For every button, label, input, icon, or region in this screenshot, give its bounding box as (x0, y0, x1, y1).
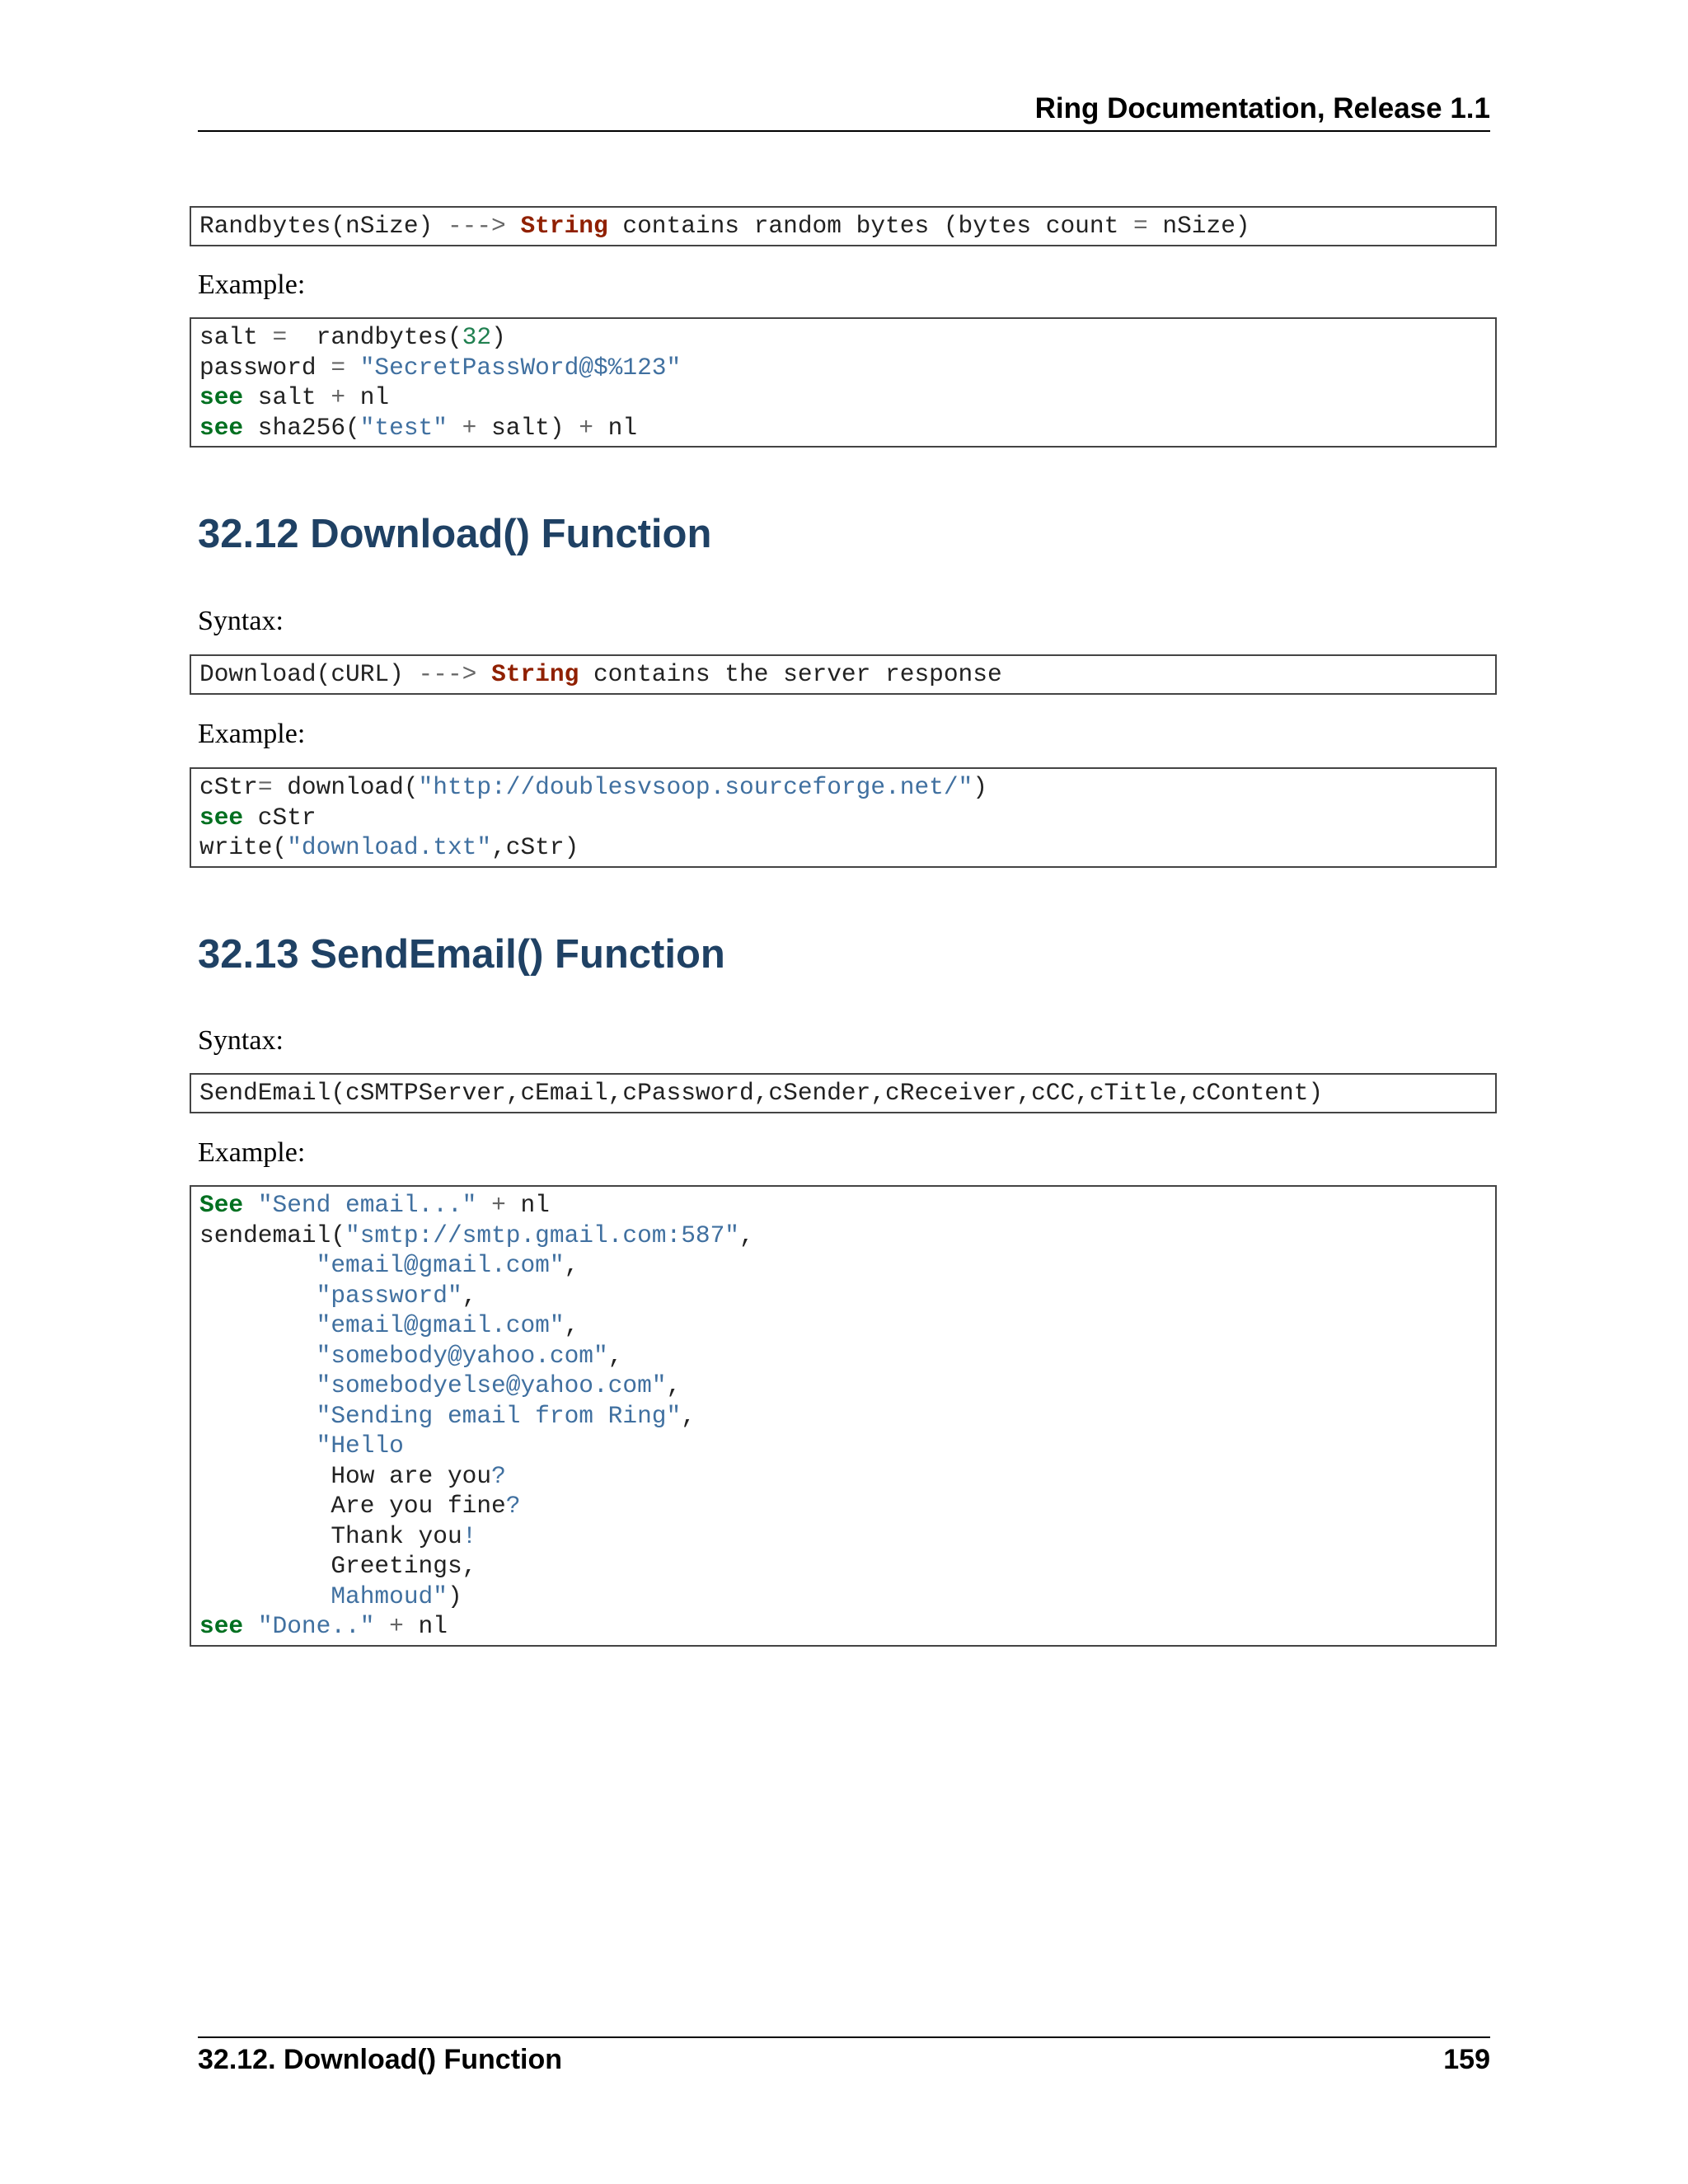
code-line (199, 804, 316, 832)
header-rule (198, 130, 1490, 132)
code-token: SendEmail(cSMTPServer,cEmail,cPassword,cSender,cReceiver,cCC,cTitle,cContent) (199, 1079, 1324, 1107)
operator-token: = (257, 773, 273, 801)
operator-token: + (579, 413, 593, 442)
code-token: cStr (199, 773, 258, 801)
code-token (374, 1612, 389, 1640)
string-token: "http://doublesvsoop.sourceforge.net/" (418, 773, 973, 801)
code-token: Download(cURL) (199, 660, 419, 688)
string-token: "somebody@yahoo.com" (316, 1341, 608, 1370)
string-token: "password" (316, 1281, 462, 1310)
code-token: cStr (243, 803, 316, 832)
code-token: Thank you (199, 1521, 462, 1550)
code-token: password (199, 353, 331, 382)
code-line (199, 1079, 1323, 1107)
type-token: String (491, 660, 579, 688)
code-token: , (564, 1251, 579, 1279)
string-token: "email@gmail.com" (316, 1251, 565, 1279)
string-token: "test" (359, 413, 448, 442)
keyword-token: See (199, 1191, 244, 1219)
code-token: ) (447, 1582, 462, 1610)
code-token: , (681, 1401, 696, 1430)
code-token (345, 354, 360, 382)
string-token: "download.txt" (287, 833, 492, 861)
code-token: contains random bytes (bytes count (607, 212, 1133, 240)
keyword-token: see (199, 413, 244, 442)
code-token: , (564, 1311, 579, 1339)
randbytes-syntax-block (190, 206, 1497, 246)
download-syntax-label: Syntax: (198, 606, 284, 636)
string-token: "Send email..." (257, 1191, 477, 1219)
code-token (199, 1432, 316, 1460)
code-token (199, 1282, 316, 1310)
code-line (199, 660, 1002, 688)
footer-page-number: 159 (1443, 2044, 1490, 2075)
operator-token: + (491, 1191, 506, 1219)
running-header: Ring Documentation, Release 1.1 (1034, 92, 1490, 124)
string-token: "SecretPassWord@$%123" (359, 353, 682, 382)
randbytes-example-label: Example: (198, 269, 306, 300)
code-token (199, 1582, 331, 1610)
code-token: contains the server response (579, 660, 1002, 688)
operator-token: + (462, 413, 477, 442)
code-token: sha256( (243, 413, 360, 442)
number-token: 32 (462, 323, 492, 351)
code-token: , (739, 1221, 754, 1249)
code-line (199, 1612, 448, 1640)
operator-token: ---> (447, 212, 506, 240)
code-token: nl (403, 1612, 448, 1640)
code-line (199, 1402, 696, 1430)
code-token: randbytes( (287, 323, 462, 351)
code-line (199, 383, 389, 411)
section-heading-sendemail: 32.13 SendEmail() Function (198, 932, 725, 977)
code-line (199, 354, 681, 382)
operator-token: = (272, 323, 288, 351)
code-line (199, 1522, 476, 1550)
code-token: nl (345, 383, 390, 411)
code-token: sendemail( (199, 1221, 346, 1249)
download-syntax-block (190, 654, 1497, 695)
operator-token: ---> (418, 660, 477, 688)
sendemail-example-label: Example: (198, 1137, 306, 1168)
code-token: salt) (476, 413, 579, 442)
string-token: Mahmoud" (331, 1582, 448, 1610)
code-token: nSize) (1147, 212, 1250, 240)
code-token (243, 1612, 258, 1640)
code-token: , (666, 1371, 682, 1399)
code-token: Randbytes(nSize) (199, 212, 448, 240)
string-token: "Hello (316, 1432, 404, 1460)
code-line (199, 1462, 506, 1490)
code-token: nl (593, 413, 638, 442)
string-token: ! (462, 1521, 477, 1550)
code-line (199, 1552, 476, 1580)
code-line (199, 323, 506, 351)
code-token: , (607, 1341, 623, 1370)
code-token: , (462, 1281, 477, 1310)
download-example-label: Example: (198, 719, 306, 749)
code-line (199, 1191, 550, 1219)
code-token: salt (243, 383, 331, 411)
code-token (199, 1371, 316, 1399)
code-token: salt (199, 323, 273, 351)
code-token (448, 414, 462, 442)
string-token: "Sending email from Ring" (316, 1401, 682, 1430)
code-line (199, 1582, 462, 1610)
code-line (199, 1311, 579, 1339)
sendemail-syntax-label: Syntax: (198, 1025, 284, 1056)
code-token: ) (491, 323, 506, 351)
code-token: Greetings, (199, 1552, 477, 1580)
code-line (199, 773, 987, 801)
code-token: Are you fine (199, 1492, 506, 1520)
code-token: How are you (199, 1461, 492, 1490)
code-line (199, 1492, 520, 1520)
string-token: "smtp://smtp.gmail.com:587" (345, 1221, 740, 1249)
code-line (199, 1342, 622, 1370)
code-line (199, 212, 1250, 240)
code-token (506, 212, 521, 240)
sendemail-syntax-block (190, 1073, 1497, 1113)
code-line (199, 1251, 579, 1279)
code-token: ,cStr) (491, 833, 579, 861)
keyword-token: see (199, 383, 244, 411)
code-line (199, 414, 637, 442)
string-token: "somebodyelse@yahoo.com" (316, 1371, 667, 1399)
keyword-token: see (199, 803, 244, 832)
sendemail-example-block (190, 1185, 1497, 1647)
operator-token: + (331, 383, 346, 411)
string-token: "Done.." (257, 1612, 375, 1640)
code-token (476, 1191, 491, 1219)
code-token: ) (973, 773, 987, 801)
code-line (199, 833, 579, 861)
code-token (199, 1251, 316, 1279)
operator-token: = (1133, 212, 1148, 240)
code-line (199, 1221, 754, 1249)
code-token: nl (505, 1191, 550, 1219)
string-token: ? (505, 1492, 521, 1520)
randbytes-example-block (190, 317, 1497, 448)
code-line (199, 1282, 476, 1310)
section-heading-download: 32.12 Download() Function (198, 512, 712, 556)
code-line (199, 1371, 681, 1399)
code-token: download( (272, 773, 419, 801)
keyword-token: see (199, 1612, 244, 1640)
string-token: "email@gmail.com" (316, 1311, 565, 1339)
footer-rule (198, 2036, 1490, 2038)
operator-token: + (389, 1612, 404, 1640)
footer-section-title: 32.12. Download() Function (198, 2044, 563, 2075)
code-token (199, 1311, 316, 1339)
code-token (199, 1342, 316, 1370)
code-token: write( (199, 833, 288, 861)
code-token (199, 1402, 316, 1430)
code-token (243, 1191, 258, 1219)
string-token: ? (491, 1461, 506, 1490)
download-example-block (190, 767, 1497, 868)
code-line (199, 1432, 404, 1460)
operator-token: = (331, 353, 346, 382)
code-token (476, 660, 491, 688)
type-token: String (520, 212, 608, 240)
